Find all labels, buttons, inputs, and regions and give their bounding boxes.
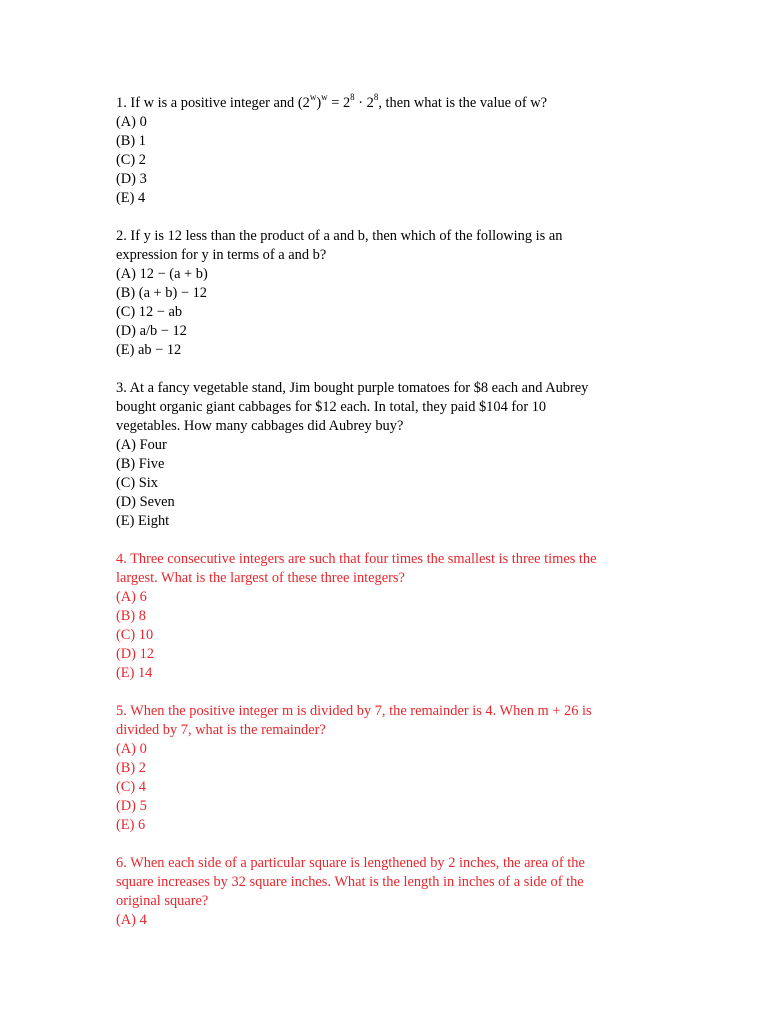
superscript: w [321, 92, 328, 103]
question-5-stem-line-2: divided by 7, what is the remainder? [116, 722, 326, 738]
question-number: 5. [116, 703, 127, 719]
superscript: w [309, 92, 317, 103]
choice-b: (B) 8 [116, 608, 146, 624]
choice-b: (B) (a + b) − 12 [116, 285, 207, 301]
question-2 [116, 227, 656, 360]
superscript: 8 [350, 92, 355, 103]
choice-e: (E) 14 [116, 665, 153, 681]
question-6-stem-line-2: square increases by 32 square inches. What is the length in inches of a side of the [116, 874, 584, 890]
stem-text: If w is a positive integer and (2 [130, 95, 310, 111]
choice-e: (E) ab − 12 [116, 342, 182, 358]
choice-a: (A) 0 [116, 741, 147, 757]
stem-text: When each side of a particular square is lengthened by 2 inches, the area of the [130, 855, 585, 871]
choice-c: (C) 10 [116, 627, 154, 643]
stem-text: = 2 [327, 95, 351, 111]
question-5-stem-line-1 [116, 702, 656, 721]
question-number: 6. [116, 855, 127, 871]
choice-d: (D) Seven [116, 494, 175, 510]
stem-text: · 2 [354, 95, 374, 111]
question-number: 1. [116, 95, 127, 111]
choice-d: (D) 12 [116, 646, 154, 662]
choice-a: (A) 0 [116, 114, 147, 130]
choice-d: (D) 3 [116, 171, 147, 187]
question-3 [116, 379, 656, 531]
choice-a: (A) 12 − (a + b) [116, 266, 208, 282]
choice-d: (D) a/b − 12 [116, 323, 187, 339]
question-1 [116, 94, 656, 208]
question-number: 3. [116, 380, 127, 396]
stem-text: When the positive integer m is divided by 7, the remainder is 4. When m + 26 is [130, 703, 592, 719]
choice-b: (B) 1 [116, 133, 146, 149]
question-6 [116, 854, 656, 930]
stem-text: ) [316, 95, 322, 111]
choice-d: (D) 5 [116, 798, 147, 814]
choice-a: (A) Four [116, 437, 167, 453]
choice-b: (B) Five [116, 456, 165, 472]
question-2-stem-line-2: expression for y in terms of a and b? [116, 247, 327, 263]
choice-e: (E) 4 [116, 190, 146, 206]
question-6-stem-line-3: original square? [116, 893, 209, 909]
choice-c: (C) 12 − ab [116, 304, 183, 320]
choice-c: (C) Six [116, 475, 158, 491]
question-3-stem-line-1 [116, 379, 656, 398]
choice-a: (A) 4 [116, 912, 147, 928]
choice-c: (C) 4 [116, 779, 146, 795]
question-3-stem-line-2: bought organic giant cabbages for $12 each. In total, they paid $104 for 10 [116, 399, 547, 415]
stem-text: If y is 12 less than the product of a and b, then which of the following is an [130, 228, 563, 244]
question-4-stem-line-2: largest. What is the largest of these three integers? [116, 570, 405, 586]
stem-text: Three consecutive integers are such that four times the smallest is three times the [130, 551, 597, 567]
question-3-stem-line-3: vegetables. How many cabbages did Aubrey buy? [116, 418, 404, 434]
question-2-stem-line-1 [116, 227, 656, 246]
question-5 [116, 702, 656, 835]
choice-e: (E) Eight [116, 513, 170, 529]
question-number: 4. [116, 551, 127, 567]
document-page [116, 94, 656, 949]
question-4 [116, 550, 656, 683]
choice-e: (E) 6 [116, 817, 146, 833]
question-4-stem-line-1 [116, 550, 656, 569]
stem-text: At a fancy vegetable stand, Jim bought purple tomatoes for $8 each and Aubrey [129, 380, 589, 396]
choice-a: (A) 6 [116, 589, 147, 605]
superscript: 8 [373, 92, 379, 103]
question-1-stem [116, 94, 656, 113]
stem-text: , then what is the value of w? [378, 95, 547, 111]
choice-b: (B) 2 [116, 760, 146, 776]
question-6-stem-line-1 [116, 854, 656, 873]
choice-c: (C) 2 [116, 152, 146, 168]
question-number: 2. [116, 228, 127, 244]
